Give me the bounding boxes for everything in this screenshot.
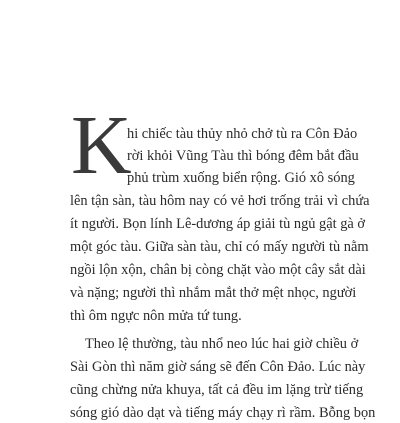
paragraph-1-line-6: một góc tàu. Giữa sàn tàu, chỉ có mấy người tù nằm bbox=[70, 239, 369, 255]
paragraph-2-line-4: sóng gió dào dạt và tiếng máy chạy rì rầm. Bỗng bọn bbox=[70, 405, 376, 421]
paragraph-1-line-2: rời khỏi Vũng Tàu thì bóng đêm bắt đầu bbox=[127, 148, 359, 164]
paragraph-1-line-4: lên tận sàn, tàu hôm nay có vẻ hơi trống trải vì chứa bbox=[70, 193, 370, 209]
paragraph-1-line-8: và nặng; người thì nhắm mắt thở mệt nhọc, người bbox=[70, 285, 357, 301]
paragraph-2-line-1: Theo lệ thường, tàu nhổ neo lúc hai giờ chiều ở bbox=[85, 336, 359, 352]
paragraph-1-line-7: ngồi lộn xộn, chân bị còng chặt vào một cây sắt dài bbox=[70, 262, 366, 278]
paragraph-1-line-5: ít người. Bọn lính Lê-dương áp giải tù ngủ gật gà ở bbox=[70, 216, 366, 232]
paragraph-2-line-3: cũng chừng nửa khuya, tất cả đều im lặng trừ tiếng bbox=[70, 382, 364, 398]
paragraph-1-line-3: phủ trùm xuống biển rộng. Gió xô sóng bbox=[127, 170, 355, 186]
drop-cap: K bbox=[71, 99, 132, 192]
paragraph-1-line-1: hi chiếc tàu thủy nhỏ chở tù ra Côn Đảo bbox=[127, 126, 358, 142]
paragraph-2-line-2: Sài Gòn thì năm giờ sáng sẽ đến Côn Đảo. Lúc này bbox=[70, 359, 366, 375]
paragraph-1-line-9: thì ôm ngực nôn mửa tứ tung. bbox=[70, 308, 242, 324]
